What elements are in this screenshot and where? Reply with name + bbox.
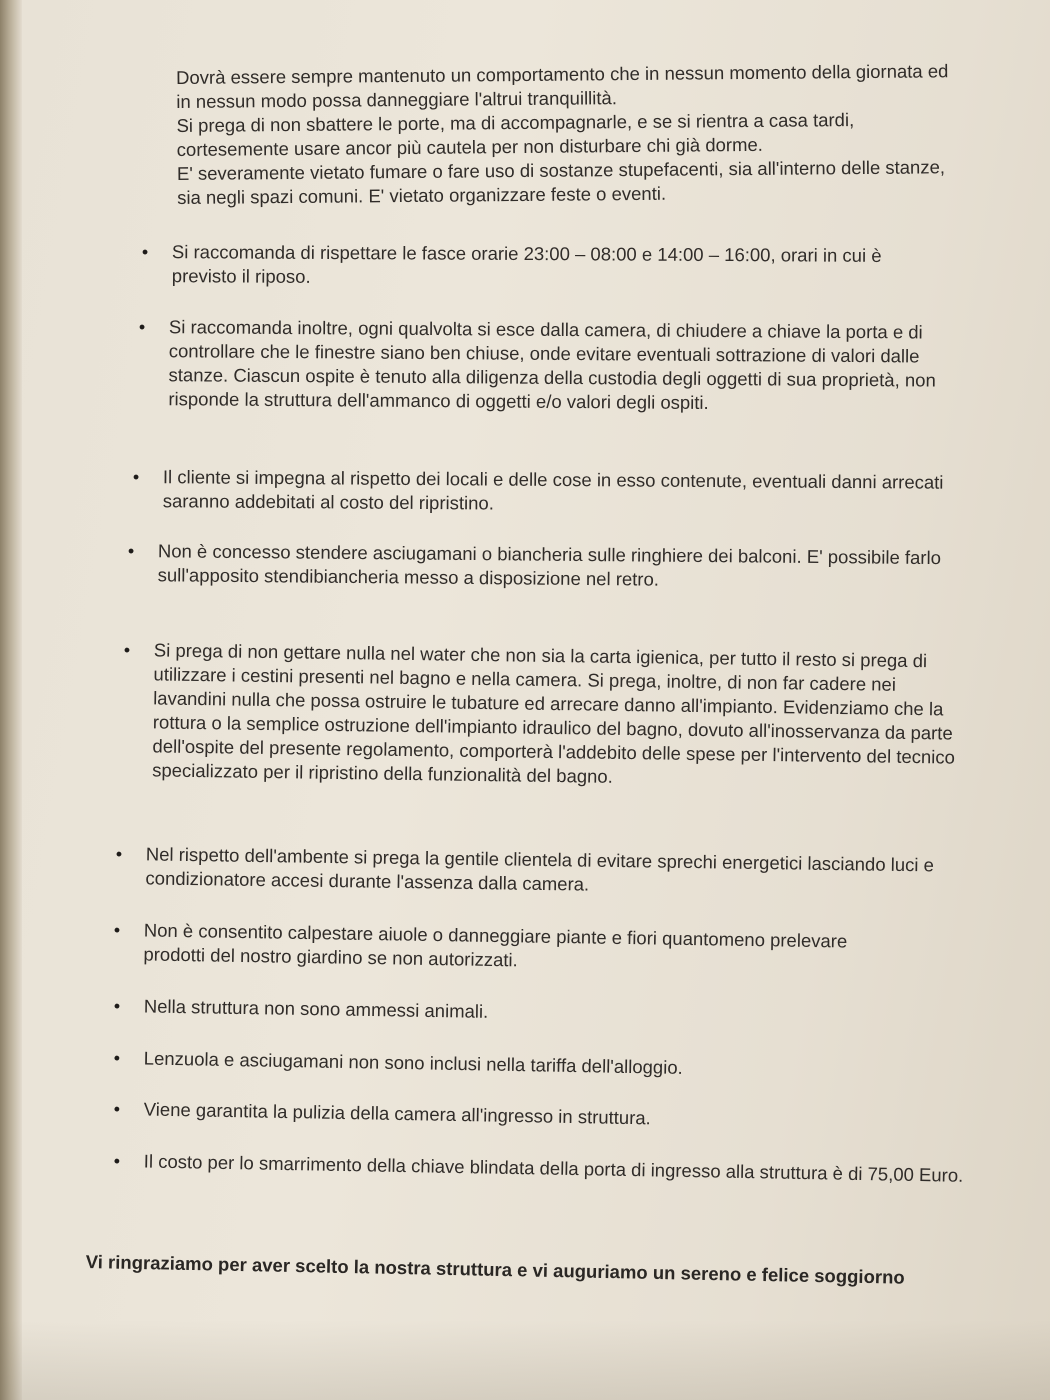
- rule-text: Non è concesso stendere asciugamani o biancheria sulle ringhiere dei balconi. E' possibile farlo sull'apposito stendibiancheria messo a disposizione nel retro.: [157, 540, 942, 590]
- rule-text: Il cliente si impegna al rispetto dei locali e delle cose in esso contenute, eventuali danni arrecati saranno addebitati al costo del ripristino.: [162, 466, 944, 514]
- bullet-glyph: •: [113, 1150, 121, 1172]
- rule-item: [114, 1046, 814, 1082]
- intro-paragraph: Dovrà essere sempre mantenuto un comportamento che in nessun momento della giornata ed in nessun modo possa danneggiare l'altrui tranquillità.: [176, 60, 949, 112]
- intro-paragraph: Si prega di non sbattere le porte, ma di accompagnarle, e se si rientra a casa tardi, cortesemente usare ancor più cautela per non disturbare chi già dorme.: [176, 109, 855, 160]
- bullet-glyph: •: [113, 1098, 121, 1120]
- bullet-glyph: •: [138, 316, 146, 338]
- rule-item: [133, 465, 948, 519]
- rule-text: Si prega di non gettare nulla nel water che non sia la carta igienica, per tutto il resto si prega di utilizzare i cestini presenti nel bagno e nella camera. Si prega, inoltre, di non far cadere nei lavandini nulla che possa ostruire le tubature ed arrecare danno all'impianto. Evidenziamo che la rottura o la semplice ostruzione dell'impianto idraulico del bagno, dovuto all'inosservanza da parte dell'ospite del presente regolamento, comporterà l'addebito delle spese per l'intervento del tecnico specializzato per il ripristino della funzionalità del bagno.: [152, 639, 956, 787]
- rule-item: [114, 994, 814, 1029]
- rule-text: Nel rispetto dell'ambente si prega la gentile clientela di evitare sprechi energetici lasciando luci e condizionatore accesi durante l'assenza dalla camera.: [145, 843, 935, 895]
- rule-item: [138, 315, 955, 417]
- rule-item: [122, 638, 969, 794]
- rule-item: [114, 1149, 974, 1188]
- closing-thanks: Vi ringraziamo per aver scelto la nostra struttura e vi auguriamo un sereno e felice soggiorno: [85, 1250, 905, 1288]
- intro-paragraph: E' severamente vietato fumare o fare uso di sostanze stupefacenti, sia all'interno delle stanze, sia negli spazi comuni. E' vietato organizzare feste o eventi.: [176, 156, 946, 208]
- bullet-glyph: •: [132, 466, 140, 488]
- rule-text: Si raccomanda inoltre, ogni qualvolta si esce dalla camera, di chiudere a chiave la porta e di controllare che le finestre siano ben chiuse, onde evitare eventuali sottrazione di valori dalle stanze. Ciascun ospite è tenuto alla diligenza della custodia degli oggetti di sua proprietà, non risponde la struttura dell'ammanco di oggetti e/o valori degli ospiti.: [168, 316, 936, 413]
- bullet-glyph: •: [113, 995, 121, 1017]
- rule-item: [115, 842, 941, 902]
- rule-item: [113, 918, 904, 978]
- bullet-glyph: •: [113, 1047, 121, 1069]
- page-bottom-shadow: [0, 1320, 1050, 1400]
- rule-text: Si raccomanda di rispettare le fasce orarie 23:00 – 08:00 e 14:00 – 16:00, orari in cui è previsto il riposo.: [171, 241, 882, 287]
- bullet-glyph: •: [127, 540, 135, 562]
- bullet-glyph: •: [115, 843, 123, 865]
- bullet-glyph: •: [123, 639, 131, 661]
- rule-item: [142, 240, 950, 292]
- rule-item: [114, 1097, 814, 1133]
- rule-item: [128, 539, 953, 594]
- rule-text: Lenzuola e asciugamani non sono inclusi nella tariffa dell'alloggio.: [143, 1047, 683, 1078]
- rule-text: Non è consentito calpestare aiuole o danneggiare piante e fiori quantomeno prelevare prodotti del nostro giardino se non autorizzati.: [143, 919, 848, 971]
- bullet-glyph: •: [113, 919, 121, 941]
- rule-text: Viene garantita la pulizia della camera all'ingresso in struttura.: [143, 1098, 651, 1129]
- rule-text: Nella struttura non sono ammessi animali.: [143, 995, 489, 1022]
- rule-text: Il costo per lo smarrimento della chiave blindata della porta di ingresso alla struttura è di 75,00 Euro.: [143, 1150, 964, 1186]
- bullet-glyph: •: [141, 241, 149, 263]
